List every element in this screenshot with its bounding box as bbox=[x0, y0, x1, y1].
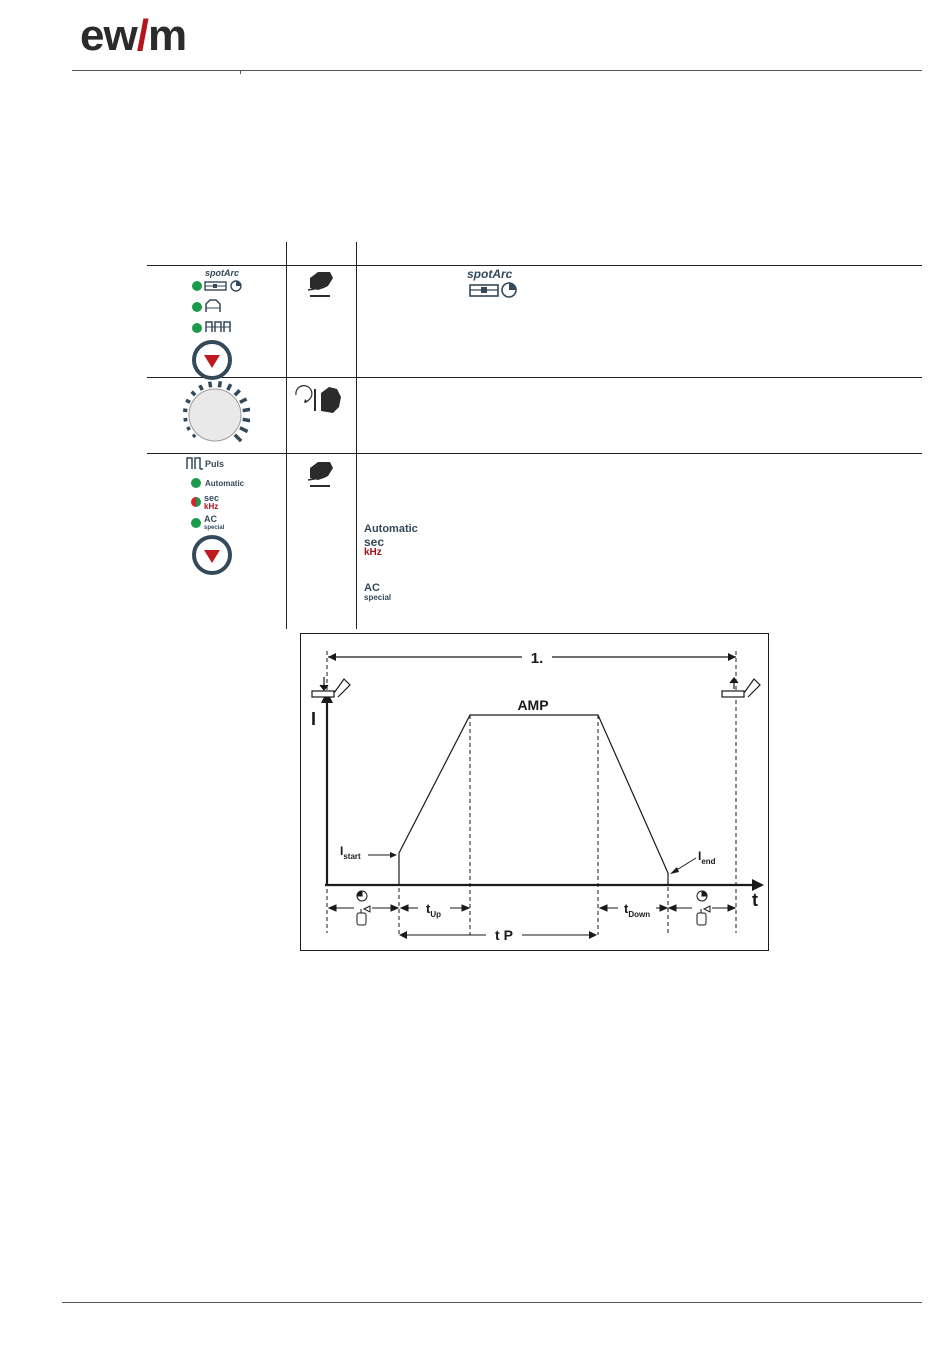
tp-label: t P bbox=[495, 927, 513, 943]
led-spotarc bbox=[192, 281, 202, 291]
cycle-label: 1. bbox=[530, 650, 544, 667]
iend-label: $I_{end}$ bbox=[698, 849, 716, 866]
header-rule-tick bbox=[240, 70, 241, 74]
four-cycle-mode-icon bbox=[204, 318, 236, 334]
knob-tick bbox=[235, 435, 241, 441]
puls-label: Puls bbox=[205, 459, 225, 469]
spotarc-inline-icon bbox=[469, 281, 521, 299]
desc-sec-label: sec bbox=[364, 535, 385, 549]
knob-tick bbox=[193, 435, 195, 437]
khz-label: kHz bbox=[204, 502, 219, 511]
pulse-waveform-icon bbox=[186, 456, 204, 470]
knob-tick bbox=[243, 409, 250, 410]
knob-tick bbox=[219, 381, 220, 387]
knob-tick bbox=[240, 428, 248, 432]
arrow-down-icon bbox=[204, 550, 220, 563]
rotary-encoder-knob[interactable] bbox=[180, 380, 250, 450]
knob-tick bbox=[243, 419, 250, 420]
x-axis-label: t bbox=[752, 890, 758, 910]
arrow-down-icon bbox=[204, 355, 220, 368]
spotarc-label: spotArc bbox=[205, 268, 240, 278]
knob-tick bbox=[183, 410, 187, 411]
header-rule bbox=[72, 70, 922, 71]
special-label: special bbox=[204, 525, 225, 531]
spotarc-inline-label: spotArc bbox=[467, 267, 513, 281]
table-column-divider-1 bbox=[286, 242, 287, 629]
press-button-icon bbox=[304, 458, 336, 492]
table-row-divider-1 bbox=[147, 265, 922, 266]
press-button-icon bbox=[304, 268, 336, 302]
knob-tick bbox=[210, 382, 211, 388]
welding-sequence-diagram bbox=[300, 633, 770, 953]
tup-label: $t_{Up}$ bbox=[426, 901, 442, 919]
knob-tick bbox=[235, 390, 240, 395]
pulse-select-button[interactable] bbox=[192, 535, 232, 575]
y-axis-label: I bbox=[311, 709, 317, 729]
desc-automatic-label: Automatic bbox=[364, 523, 418, 535]
led-sec-khz bbox=[191, 497, 201, 507]
knob-tick bbox=[186, 400, 190, 402]
knob-tick bbox=[228, 384, 231, 390]
led-4-cycle bbox=[192, 323, 202, 333]
table-row-divider-3 bbox=[147, 453, 922, 454]
footer-rule bbox=[62, 1302, 922, 1303]
knob-tick bbox=[240, 399, 247, 402]
led-ac-special bbox=[191, 518, 201, 528]
knob-tick bbox=[200, 385, 202, 390]
amp-label: AMP bbox=[517, 697, 549, 713]
spotarc-symbol-icon bbox=[204, 279, 244, 293]
automatic-label: Automatic bbox=[205, 479, 245, 488]
tdown-label: $t_{Down}$ bbox=[624, 901, 651, 919]
mode-select-button[interactable] bbox=[192, 340, 232, 380]
knob-tick bbox=[192, 392, 196, 396]
table-row-divider-2 bbox=[147, 377, 922, 378]
desc-ac-label: AC bbox=[364, 582, 380, 594]
knob-tick bbox=[184, 419, 188, 420]
desc-special-label: special bbox=[364, 593, 392, 602]
led-automatic bbox=[191, 478, 201, 488]
istart-label: $I_{start}$ bbox=[340, 844, 361, 861]
table-column-divider-2 bbox=[356, 242, 357, 629]
knob-tick bbox=[187, 428, 190, 430]
two-cycle-mode-icon bbox=[204, 298, 222, 314]
ewm-logo: ew/m bbox=[80, 11, 187, 60]
led-2-cycle bbox=[192, 302, 202, 312]
turn-knob-icon bbox=[293, 383, 349, 415]
ac-label: AC bbox=[204, 514, 217, 524]
desc-khz-label: kHz bbox=[364, 547, 382, 558]
sec-label: sec bbox=[204, 493, 220, 503]
